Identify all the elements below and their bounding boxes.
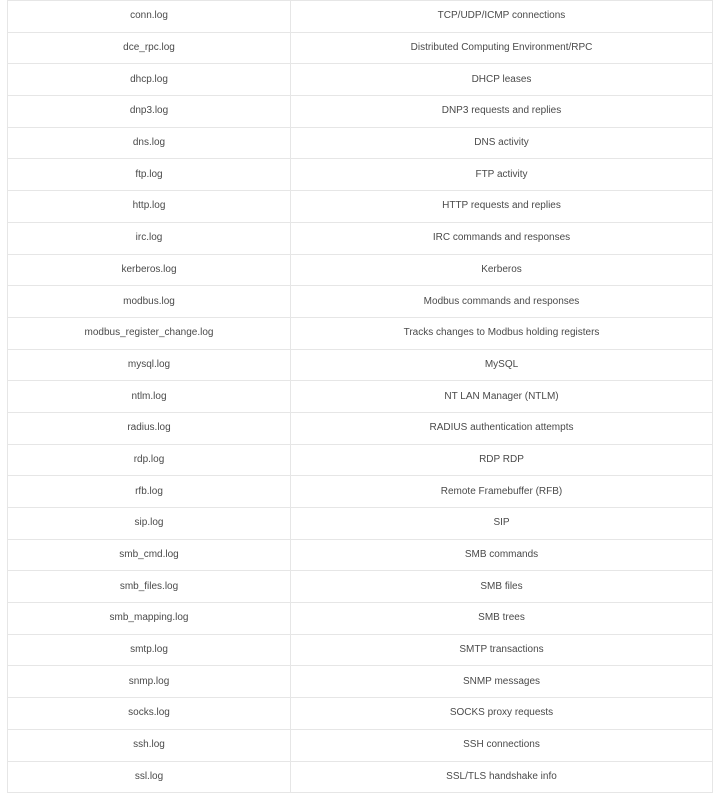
table-row xyxy=(8,761,713,793)
table-row xyxy=(8,317,713,349)
log-description: DHCP leases xyxy=(291,64,713,96)
table-row xyxy=(8,571,713,603)
table-row xyxy=(8,603,713,635)
log-description: SMB trees xyxy=(291,603,713,635)
log-file-name: modbus.log xyxy=(8,286,291,318)
log-file-name: smtp.log xyxy=(8,634,291,666)
log-description: Distributed Computing Environment/RPC xyxy=(291,32,713,64)
log-file-name: conn.log xyxy=(8,1,291,33)
table-row xyxy=(8,539,713,571)
log-description: DNP3 requests and replies xyxy=(291,96,713,128)
log-description: DNS activity xyxy=(291,127,713,159)
log-description: RDP RDP xyxy=(291,444,713,476)
log-table-body xyxy=(8,1,713,793)
log-file-name: http.log xyxy=(8,191,291,223)
log-file-name: smb_mapping.log xyxy=(8,603,291,635)
table-row xyxy=(8,127,713,159)
table-row xyxy=(8,444,713,476)
log-description: RADIUS authentication attempts xyxy=(291,412,713,444)
log-file-name: dce_rpc.log xyxy=(8,32,291,64)
log-description: FTP activity xyxy=(291,159,713,191)
log-file-name: modbus_register_change.log xyxy=(8,317,291,349)
log-description: Remote Framebuffer (RFB) xyxy=(291,476,713,508)
log-file-name: ssh.log xyxy=(8,729,291,761)
log-description: SMB files xyxy=(291,571,713,603)
table-row xyxy=(8,698,713,730)
log-file-name: sip.log xyxy=(8,508,291,540)
log-description: TCP/UDP/ICMP connections xyxy=(291,1,713,33)
table-row xyxy=(8,1,713,33)
table-row xyxy=(8,729,713,761)
log-file-name: rdp.log xyxy=(8,444,291,476)
log-file-name: socks.log xyxy=(8,698,291,730)
log-file-name: ftp.log xyxy=(8,159,291,191)
table-row xyxy=(8,159,713,191)
table-row xyxy=(8,349,713,381)
table-row xyxy=(8,286,713,318)
log-description: SIP xyxy=(291,508,713,540)
log-description: SMTP transactions xyxy=(291,634,713,666)
log-description: SOCKS proxy requests xyxy=(291,698,713,730)
log-file-name: dns.log xyxy=(8,127,291,159)
table-row xyxy=(8,412,713,444)
log-file-name: radius.log xyxy=(8,412,291,444)
table-row xyxy=(8,64,713,96)
log-description: SSH connections xyxy=(291,729,713,761)
log-file-name: snmp.log xyxy=(8,666,291,698)
log-description: MySQL xyxy=(291,349,713,381)
log-file-name: dnp3.log xyxy=(8,96,291,128)
log-description: Kerberos xyxy=(291,254,713,286)
table-row xyxy=(8,191,713,223)
table-row xyxy=(8,476,713,508)
table-row xyxy=(8,666,713,698)
table-row xyxy=(8,508,713,540)
log-file-table xyxy=(7,0,713,793)
table-row xyxy=(8,32,713,64)
table-row xyxy=(8,634,713,666)
table-row xyxy=(8,96,713,128)
log-description: SSL/TLS handshake info xyxy=(291,761,713,793)
log-file-name: rfb.log xyxy=(8,476,291,508)
log-file-name: ntlm.log xyxy=(8,381,291,413)
table-row xyxy=(8,222,713,254)
table-row xyxy=(8,254,713,286)
log-file-name: kerberos.log xyxy=(8,254,291,286)
log-description: SNMP messages xyxy=(291,666,713,698)
log-file-name: smb_cmd.log xyxy=(8,539,291,571)
log-description: NT LAN Manager (NTLM) xyxy=(291,381,713,413)
log-file-name: irc.log xyxy=(8,222,291,254)
log-file-name: ssl.log xyxy=(8,761,291,793)
log-file-name: smb_files.log xyxy=(8,571,291,603)
log-file-name: dhcp.log xyxy=(8,64,291,96)
log-description: IRC commands and responses xyxy=(291,222,713,254)
log-description: Modbus commands and responses xyxy=(291,286,713,318)
log-description: SMB commands xyxy=(291,539,713,571)
table-row xyxy=(8,381,713,413)
log-file-name: mysql.log xyxy=(8,349,291,381)
log-description: Tracks changes to Modbus holding registers xyxy=(291,317,713,349)
log-description: HTTP requests and replies xyxy=(291,191,713,223)
